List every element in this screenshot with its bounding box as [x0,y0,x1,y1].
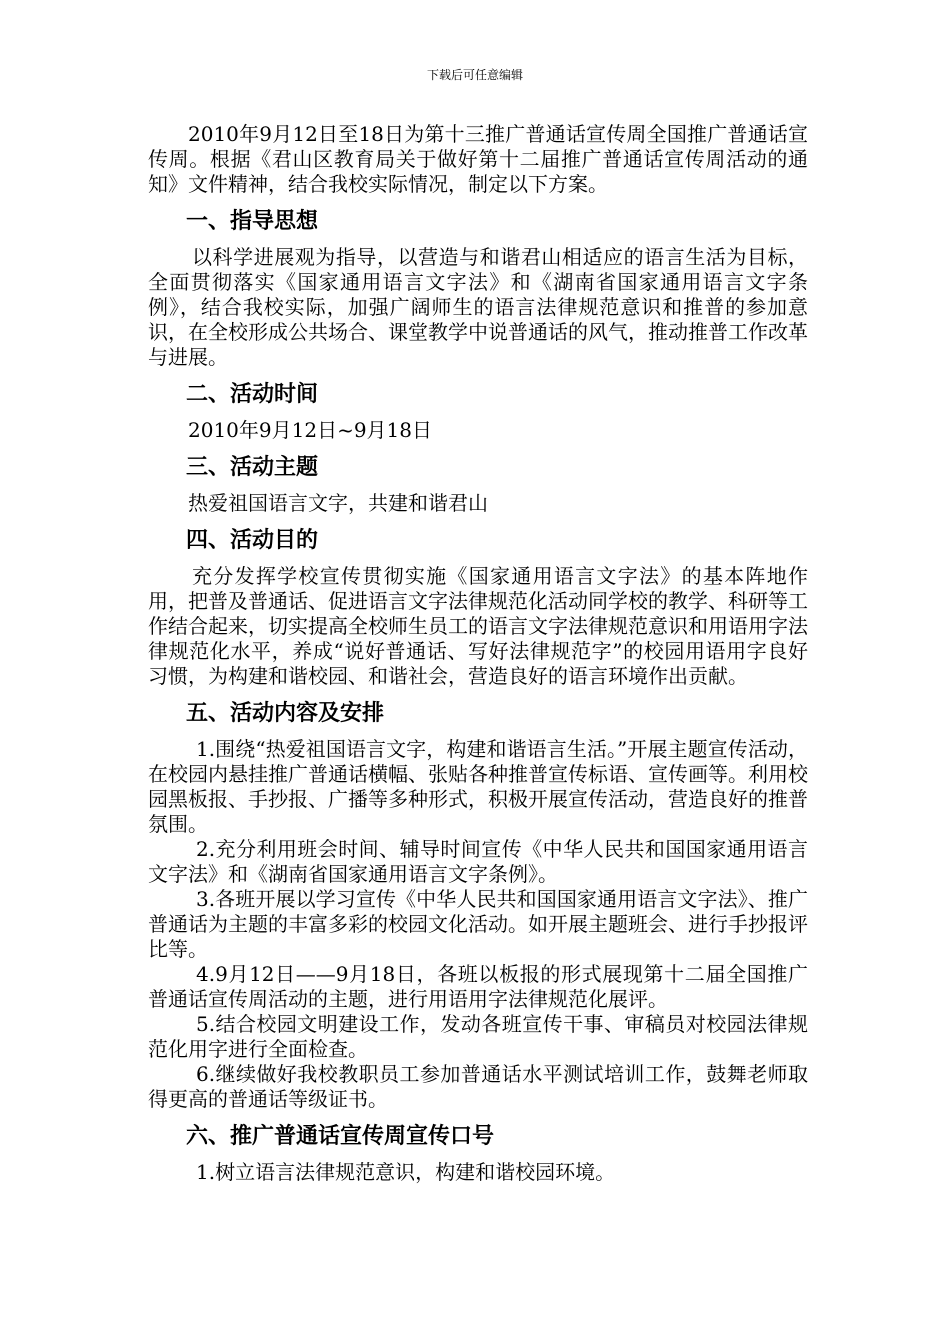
list-item: 6.继续做好我校教职员工参加普通话水平测试培训工作，鼓舞老师取得更高的普通话等级证书。 [148,1062,808,1111]
section-heading-activity-content: 五、活动内容及安排 [186,701,385,726]
section-body-activity-time: 2010年9月12日~9月18日 [188,418,433,442]
list-item: 4.9月12日——9月18日，各班以板报的形式展现第十二届全国推广普通话宣传周活动的主题，进行用语用字法律规范化展评。 [148,962,808,1011]
section-body-guiding-thought: 以科学进展观为指导，以营造与和谐君山相适应的语言生活为目标，全面贯彻落实《国家通用语言文字法》和《湖南省国家通用语言文字条例》，结合我校实际，加强广阔师生的语言法律规范意识和推普的参加意识，在全校形成公共场合、课堂教学中说普通话的风气，推动推普工作改革与进展。 [148,245,808,369]
list-item: 1.围绕“热爱祖国语言文字，构建和谐语言生活。”开展主题宣传活动，在校园内悬挂推广普通话横幅、张贴各种推普宣传标语、宣传画等。利用校园黑板报、手抄报、广播等多种形式，积极开展宣传活动，营造良好的推普氛围。 [148,737,808,836]
section-heading-activity-theme: 三、活动主题 [186,455,319,480]
section-heading-activity-time: 二、活动时间 [186,382,319,407]
section-body-activity-purpose: 充分发挥学校宣传贯彻实施《国家通用语言文字法》的基本阵地作用，把普及普通话、促进语言文字法律规范化活动同学校的教学、科研等工作结合起来，切实提高全校师生员工的语言文字法律规范意识和用语用字法律规范化水平，养成“说好普通话、写好法律规范字”的校园用语用字良好习惯，为构建和谐校园、和谐社会，营造良好的语言环境作出贡献。 [148,564,808,688]
list-item: 5.结合校园文明建设工作，发动各班宣传干事、审稿员对校园法律规范化用字进行全面检查。 [148,1012,808,1061]
section-body-activity-theme: 热爱祖国语言文字，共建和谐君山 [188,491,488,515]
list-item: 2.充分利用班会时间、辅导时间宣传《中华人民共和国国家通用语言文字法》和《湖南省国家通用语言文字条例》。 [148,837,808,886]
intro-paragraph: 2010年9月12日至18日为第十三推广普通话宣传周全国推广普通话宣传周。根据《君山区教育局关于做好第十二届推广普通话宣传周活动的通知》文件精神，结合我校实际情况，制定以下方案。 [148,122,808,196]
section-heading-activity-purpose: 四、活动目的 [186,528,319,553]
section-heading-guiding-thought: 一、指导思想 [186,209,319,234]
document-body [148,122,808,1185]
section-heading-slogans: 六、推广普通话宣传周宣传口号 [186,1124,495,1149]
list-item: 1.树立语言法律规范意识，构建和谐校园环境。 [196,1160,616,1184]
list-item: 3.各班开展以学习宣传《中华人民共和国国家通用语言文字法》、推广普通话为主题的丰富多彩的校园文化活动。如开展主题班会、进行手抄报评比等。 [148,887,808,961]
header-note: 下载后可任意编辑 [426,68,523,82]
